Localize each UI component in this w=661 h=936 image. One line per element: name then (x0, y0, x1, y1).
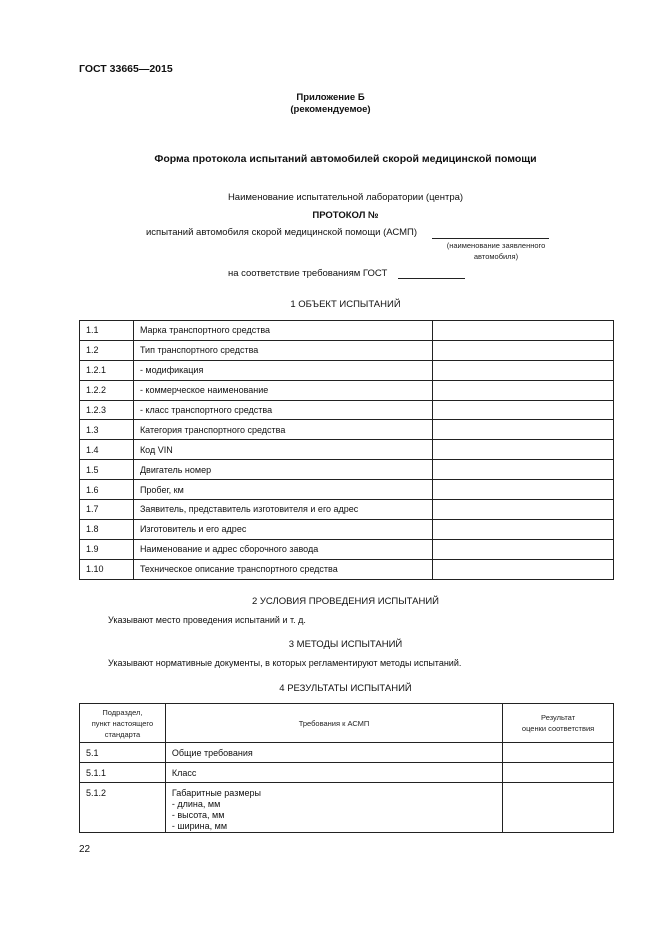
requirement-line: - длина, мм (171, 799, 221, 809)
standard-designation: ГОСТ 33665—2015 (79, 63, 173, 75)
row-number: 1.9 (80, 539, 134, 559)
row-name: Заявитель, представитель изготовителя и его адрес (133, 500, 432, 520)
section4-title: 4 РЕЗУЛЬТАТЫ ИСПЫТАНИЙ (279, 683, 412, 694)
row-number: 1.1 (80, 321, 134, 341)
row-value-cell[interactable] (433, 340, 614, 360)
results-row-requirement (165, 763, 502, 783)
object-row (80, 559, 614, 579)
results-row-requirement (165, 743, 502, 763)
row-name: Наименование и адрес сборочного завода (133, 539, 432, 559)
row-value-cell[interactable] (433, 380, 614, 400)
row-number: 1.2.1 (80, 360, 134, 380)
results-row (80, 783, 614, 833)
row-value-cell[interactable] (433, 460, 614, 480)
section2-title: 2 УСЛОВИЯ ПРОВЕДЕНИЯ ИСПЫТАНИЙ (251, 596, 440, 607)
section3-title: 3 МЕТОДЫ ИСПЫТАНИЙ (288, 639, 403, 650)
row-number: 1.2.2 (80, 380, 134, 400)
row-value-cell[interactable] (433, 400, 614, 420)
section1-title: 1 ОБЪЕКТ ИСПЫТАНИЙ (290, 299, 401, 310)
object-row (80, 360, 614, 380)
object-row (80, 400, 614, 420)
object-row (80, 500, 614, 520)
results-row-result-cell[interactable] (503, 763, 614, 783)
row-value-cell[interactable] (433, 539, 614, 559)
header-requirements: Требования к АСМП (165, 704, 502, 743)
row-value-cell[interactable] (433, 500, 614, 520)
row-number: 1.2 (80, 340, 134, 360)
results-row-requirement (165, 783, 502, 833)
header-subsection-l3: стандарта (104, 729, 141, 739)
lab-name-label: Наименование испытательной лаборатории (центра) (227, 192, 464, 203)
asmp-note-line-1: (наименование заявленного (446, 241, 546, 250)
row-name: - модификация (133, 360, 432, 380)
header-subsection (80, 704, 166, 743)
section3-text: Указывают нормативные документы, в которых регламентируют методы испытаний. (108, 658, 462, 668)
object-row (80, 380, 614, 400)
results-table (79, 703, 614, 833)
row-name: Изготовитель и его адрес (133, 519, 432, 539)
header-result (503, 704, 614, 743)
row-name: Код VIN (133, 440, 432, 460)
asmp-fill-line (432, 238, 549, 239)
header-subsection-l2: пункт настоящего (91, 718, 154, 728)
object-row (80, 480, 614, 500)
protocol-label: ПРОТОКОЛ № (312, 210, 379, 221)
object-row (80, 340, 614, 360)
results-header-row (80, 704, 614, 743)
row-name: Тип транспортного средства (133, 340, 432, 360)
object-row (80, 440, 614, 460)
asmp-note (432, 240, 560, 262)
appendix-heading (0, 92, 661, 116)
row-value-cell[interactable] (433, 519, 614, 539)
row-value-cell[interactable] (433, 360, 614, 380)
results-row (80, 763, 614, 783)
object-row (80, 519, 614, 539)
results-row (80, 743, 614, 763)
row-number: 1.5 (80, 460, 134, 480)
form-title: Форма протокола испытаний автомобилей скорой медицинской помощи (154, 153, 537, 165)
row-name: Двигатель номер (133, 460, 432, 480)
header-result-l1: Результат (541, 713, 576, 722)
asmp-note-line-2: автомобиля) (473, 252, 519, 261)
row-number: 1.10 (80, 559, 134, 579)
header-result-l2: оценки соответствия (521, 724, 595, 733)
row-value-cell[interactable] (433, 420, 614, 440)
results-row-result-cell[interactable] (503, 743, 614, 763)
results-row-number: 5.1 (80, 743, 166, 763)
results-row-result-cell[interactable] (503, 783, 614, 833)
row-value-cell[interactable] (433, 440, 614, 460)
row-number: 1.4 (80, 440, 134, 460)
row-value-cell[interactable] (433, 559, 614, 579)
gost-fill-line (398, 278, 465, 279)
row-number: 1.2.3 (80, 400, 134, 420)
object-row (80, 460, 614, 480)
row-value-cell[interactable] (433, 321, 614, 341)
results-row-number: 5.1.1 (80, 763, 166, 783)
row-name: Техническое описание транспортного средства (133, 559, 432, 579)
requirement-line: - высота, мм (171, 810, 225, 820)
row-number: 1.8 (80, 519, 134, 539)
row-name: Категория транспортного средства (133, 420, 432, 440)
row-name: Марка транспортного средства (133, 321, 432, 341)
results-row-number: 5.1.2 (80, 783, 166, 833)
row-number: 1.7 (80, 500, 134, 520)
object-row (80, 539, 614, 559)
row-number: 1.6 (80, 480, 134, 500)
header-subsection-l1: Подраздел, (102, 707, 143, 717)
page-number: 22 (79, 844, 91, 855)
requirement-line: - ширина, мм (171, 821, 228, 831)
appendix-subtitle: (рекомендуемое) (290, 104, 371, 115)
object-row (80, 420, 614, 440)
asmp-line-label: испытаний автомобиля скорой медицинской помощи (АСМП) (146, 227, 418, 238)
gost-line-label: на соответствие требованиям ГОСТ (228, 268, 388, 279)
requirement-line: Общие требования (171, 748, 253, 758)
row-number: 1.3 (80, 420, 134, 440)
row-name: Пробег, км (133, 480, 432, 500)
row-value-cell[interactable] (433, 480, 614, 500)
requirement-line: Габаритные размеры (171, 788, 262, 798)
row-name: - коммерческое наименование (133, 380, 432, 400)
appendix-title: Приложение Б (296, 92, 365, 103)
requirement-line: Класс (171, 768, 197, 778)
object-row (80, 321, 614, 341)
row-name: - класс транспортного средства (133, 400, 432, 420)
object-table (79, 320, 614, 580)
section2-text: Указывают место проведения испытаний и т. д. (108, 615, 306, 625)
